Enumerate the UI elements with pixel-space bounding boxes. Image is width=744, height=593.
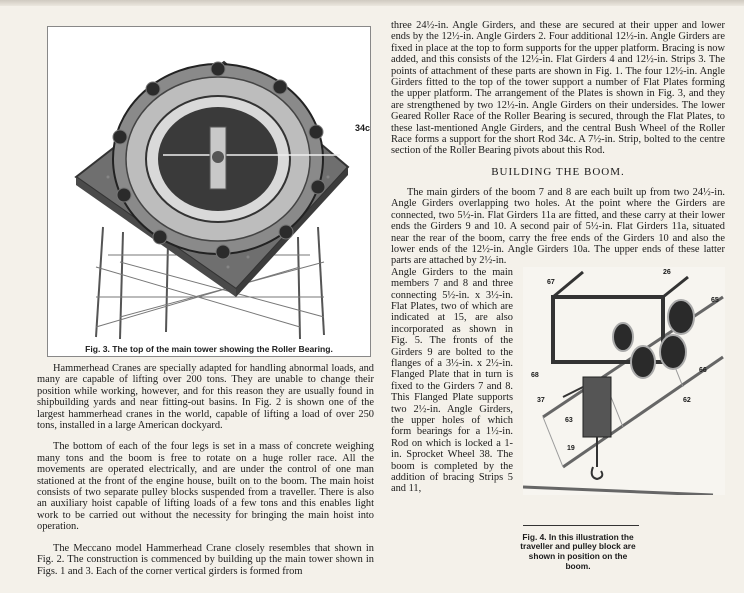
label-37: 37: [537, 396, 545, 404]
label-62: 62: [683, 396, 691, 404]
figure-3: [47, 26, 371, 357]
label-65: 65: [711, 296, 719, 304]
label-66: 66: [699, 366, 707, 374]
figure-4-wrap: [391, 266, 725, 571]
label-67: 67: [547, 278, 555, 286]
label-68: 68: [531, 371, 539, 379]
paragraph-tower-construction: three 24½-in. Angle Girders, and these are secured at their upper and lower ends by the 12½-in. Angle Girders 2. Four additional 12½-in. Angle Girders are fixed in place at the top to form supports for the upper platform. Bracing is now added, and this consists of the 12½-in. Flat Girders 4 and 12½-in. Strips 3. The points of attachment of these parts are shown in Fig. 1. The four 12½-in. Angle Girders fitted to the top of the tower support a number of Flat Plates forming the upper platform. The arrangement of the Plates is shown in Fig. 3, and they are strengthened by two 12½-in. Angle Girders on their undersides. The lower Geared Roller Race of the Roller Bearing is secured, through the Flat Plates, to these last-mentioned Angle Girders, and the central Bush Wheel of the Roller Race forms a support for the short Rod 34c. A 7½-in. Strip, bolted to the centre section of the Roller Bearing pivots about this Rod.: [391, 20, 725, 157]
figure-4-caption: Fig. 4. In this illustration the traveller and pulley block are shown in position on the boom.: [520, 531, 636, 571]
label-63: 63: [565, 416, 573, 424]
paragraph-meccano-model: The Meccano model Hammerhead Crane closely resembles that shown in Fig. 2. The construction is commenced by building up the main tower shown in Figs. 1 and 3. Each of the corner vertical girders is formed from: [37, 542, 374, 577]
paragraph-boom-girders: The main girders of the boom 7 and 8 are each built up from two 24½-in. Angle Girders overlapping two holes. At the point where the Girders are connected, two 5½-in. Flat Girders 11a are fitted, and these carry at their lower ends the Girders 9 and 10. A second pair of 5½-in. Flat Girders 11a, situated near the rear of the boom, carry the free ends of the Girders 10 and also the lower ends of the 12½-in. Angle Girders 10a. The upper ends of these latter parts are attached by 2½-in.: [391, 186, 725, 267]
left-column: [37, 26, 374, 577]
right-column: [391, 20, 725, 593]
roller-bearing-photo: [48, 27, 370, 356]
label-26: 26: [663, 268, 671, 276]
figure-4-rule: [523, 525, 639, 526]
traveller-pulley-photo: [523, 267, 725, 495]
callout-34c: 34c: [354, 123, 370, 133]
paragraph-concrete-legs: The bottom of each of the four legs is set in a mass of concrete weighing many tons and the boom is free to rotate on a huge roller race. All the movements are operated electrically, and are under the control of one man stationed at the front of the engine house, built on to the boom. The main hoist consists of two separate pulley blocks suspended from a traveller. There is also an auxiliary hoist capable of lifting loads of a few tons and this enables light work to be carried out without the necessity for bringing the main hoist into operation.: [37, 441, 374, 533]
figure-3-caption: Fig. 3. The top of the main tower showing the Roller Bearing.: [48, 343, 370, 356]
label-19: 19: [567, 444, 575, 452]
top-edge-strip: [0, 0, 744, 6]
paragraph-hammerhead-intro: Hammerhead Cranes are specially adapted for handling abnormal loads, and many are capable of lifting over 200 tons. They are unable to change their position while working, however, and for this reason they are usually found in shipbuilding yards and near fitting-out basins. In Fig. 2 is shown one of the largest hammerhead cranes in the world, capable of lifting a load of over 250 tons, installed in a large American dockyard.: [37, 363, 374, 432]
section-heading-building-boom: BUILDING THE BOOM.: [491, 165, 625, 178]
paragraph-boom-completion: Angle Girders to the main members 7 and 8 and three connecting 5½-in. x 3½-in. Flat Plates, two of which are indicated at 15, are also incorporated as shown in Fig. 5. The fronts of the Girders 9 are bolted to the flanges of a 3½-in. x 2½-in. Flanged Plate that in turn is fixed to the Girders 7 and 8. This Flanged Plate supports two 2½-in. Angle Girders, the upper holes of which form bearings for a 1½-in. Rod on which is locked a 1-in. Sprocket Wheel 38. The boom is completed by the addition of bracing Strips 5 and 11,: [391, 266, 513, 495]
figure-4: [517, 267, 725, 593]
